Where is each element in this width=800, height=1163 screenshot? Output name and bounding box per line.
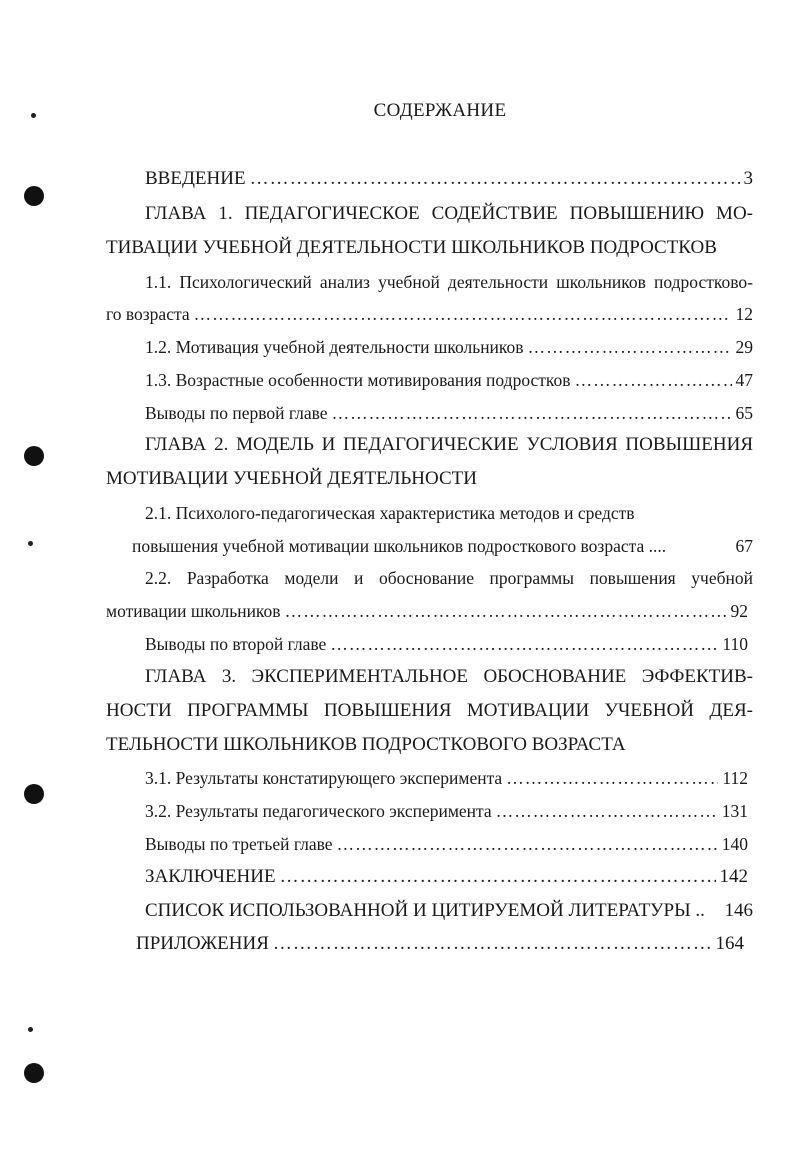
toc-entry-conclusion xyxy=(145,866,748,888)
toc-entry-3-1 xyxy=(145,768,748,789)
toc-page-number: 131 xyxy=(721,801,748,821)
toc-entry-label: 3.2. Результаты педагогического эксперимента xyxy=(145,801,492,821)
toc-entry-2-1 xyxy=(132,536,753,557)
toc-entry-intro xyxy=(145,168,753,190)
toc-entry-label: ПРИЛОЖЕНИЯ xyxy=(136,933,269,954)
toc-title: СОДЕРЖАНИЕ xyxy=(373,100,507,121)
toc-entry-label: ВВЕДЕНИЕ xyxy=(145,168,246,189)
toc-page-number: 92 xyxy=(730,601,748,621)
toc-entry-1-3 xyxy=(145,370,753,391)
toc-entry-label: 1.2. Мотивация учебной деятельности школьников xyxy=(145,337,524,357)
toc-entry-ch2-conclusion xyxy=(145,634,748,655)
leader-dots xyxy=(496,801,718,822)
toc-entry-label: ЗАКЛЮЧЕНИЕ xyxy=(145,866,276,887)
leader-dots xyxy=(575,370,732,391)
section-2-2-line1: 2.2. Разработка модели и обоснование программы повышения учебной xyxy=(145,568,753,588)
toc-page-number: 112 xyxy=(722,768,748,788)
margin-speck xyxy=(28,1027,33,1032)
leader-dots xyxy=(332,403,732,424)
toc-entry-label: го возраста xyxy=(106,304,190,324)
toc-page-number: 29 xyxy=(735,337,753,357)
chapter3-heading-line3: ТЕЛЬНОСТИ ШКОЛЬНИКОВ ПОДРОСТКОВОГО ВОЗРАСТА xyxy=(106,734,626,755)
toc-entry-label: СПИСОК ИСПОЛЬЗОВАННОЙ И ЦИТИРУЕМОЙ ЛИТЕРАТУРЫ .. xyxy=(145,900,705,921)
chapter1-heading-line2: ТИВАЦИИ УЧЕБНОЙ ДЕЯТЕЛЬНОСТИ ШКОЛЬНИКОВ ПОДРОСТКОВ xyxy=(106,237,717,258)
toc-entry-label: повышения учебной мотивации школьников подросткового возраста .... xyxy=(132,536,667,556)
chapter2-heading-line2: МОТИВАЦИИ УЧЕБНОЙ ДЕЯТЕЛЬНОСТИ xyxy=(106,468,477,489)
toc-page-number: 67 xyxy=(735,536,753,556)
toc-page-number: 142 xyxy=(719,866,748,887)
leader-dots xyxy=(330,634,718,655)
toc-entry-label: Выводы по первой главе xyxy=(145,403,328,423)
leader-dots xyxy=(506,768,718,789)
toc-entry-3-2 xyxy=(145,801,748,822)
leader-dots xyxy=(528,337,732,358)
toc-entry-label: 1.3. Возрастные особенности мотивирования подростков xyxy=(145,370,571,390)
toc-entry-appendix xyxy=(136,933,744,955)
toc-page-number: 47 xyxy=(735,370,753,390)
toc-page-number: 140 xyxy=(721,834,748,854)
toc-entry-ch3-conclusion xyxy=(145,834,748,855)
chapter3-heading-line2: НОСТИ ПРОГРАММЫ ПОВЫШЕНИЯ МОТИВАЦИИ УЧЕБНОЙ ДЕЯ- xyxy=(106,700,753,721)
toc-page-number: 110 xyxy=(722,634,748,654)
binder-hole xyxy=(24,446,44,466)
chapter3-heading-line1: ГЛАВА 3. ЭКСПЕРИМЕНТАЛЬНОЕ ОБОСНОВАНИЕ ЭФФЕКТИВ- xyxy=(145,666,753,687)
leader-dots xyxy=(337,834,718,855)
toc-entry-1-1 xyxy=(106,304,753,325)
chapter2-heading-line1: ГЛАВА 2. МОДЕЛЬ И ПЕДАГОГИЧЕСКИЕ УСЛОВИЯ ПОВЫШЕНИЯ xyxy=(145,434,753,455)
section-2-1-line1: 2.1. Психолого-педагогическая характеристика методов и средств xyxy=(145,503,635,523)
toc-entry-label: Выводы по второй главе xyxy=(145,634,327,654)
toc-page-number: 3 xyxy=(743,168,753,189)
leader-dots xyxy=(280,866,716,888)
section-1-1-line1: 1.1. Психологический анализ учебной деятельности школьников подростково- xyxy=(145,272,753,292)
chapter1-heading-line1: ГЛАВА 1. ПЕДАГОГИЧЕСКОЕ СОДЕЙСТВИЕ ПОВЫШЕНИЮ МО- xyxy=(145,203,753,224)
toc-entry-label: мотивации школьников xyxy=(106,601,281,621)
toc-entry-1-2 xyxy=(145,337,753,358)
toc-page-number: 65 xyxy=(735,403,753,423)
toc-entry-label: Выводы по третьей главе xyxy=(145,834,333,854)
binder-hole xyxy=(24,186,44,206)
leader-dots xyxy=(194,304,732,325)
toc-page-number: 146 xyxy=(724,900,753,921)
margin-speck xyxy=(28,541,33,546)
toc-page-number: 164 xyxy=(715,933,744,954)
leader-dots xyxy=(285,601,727,622)
binder-hole xyxy=(24,784,44,804)
toc-entry-ch1-conclusion xyxy=(145,403,753,424)
toc-page-number: 12 xyxy=(735,304,753,324)
leader-dots xyxy=(273,933,712,955)
toc-entry-label: 3.1. Результаты констатирующего эксперимента xyxy=(145,768,503,788)
leader-dots xyxy=(250,168,740,190)
toc-entry-2-2 xyxy=(106,601,748,622)
toc-entry-literature xyxy=(145,900,753,922)
binder-hole xyxy=(24,1063,44,1083)
